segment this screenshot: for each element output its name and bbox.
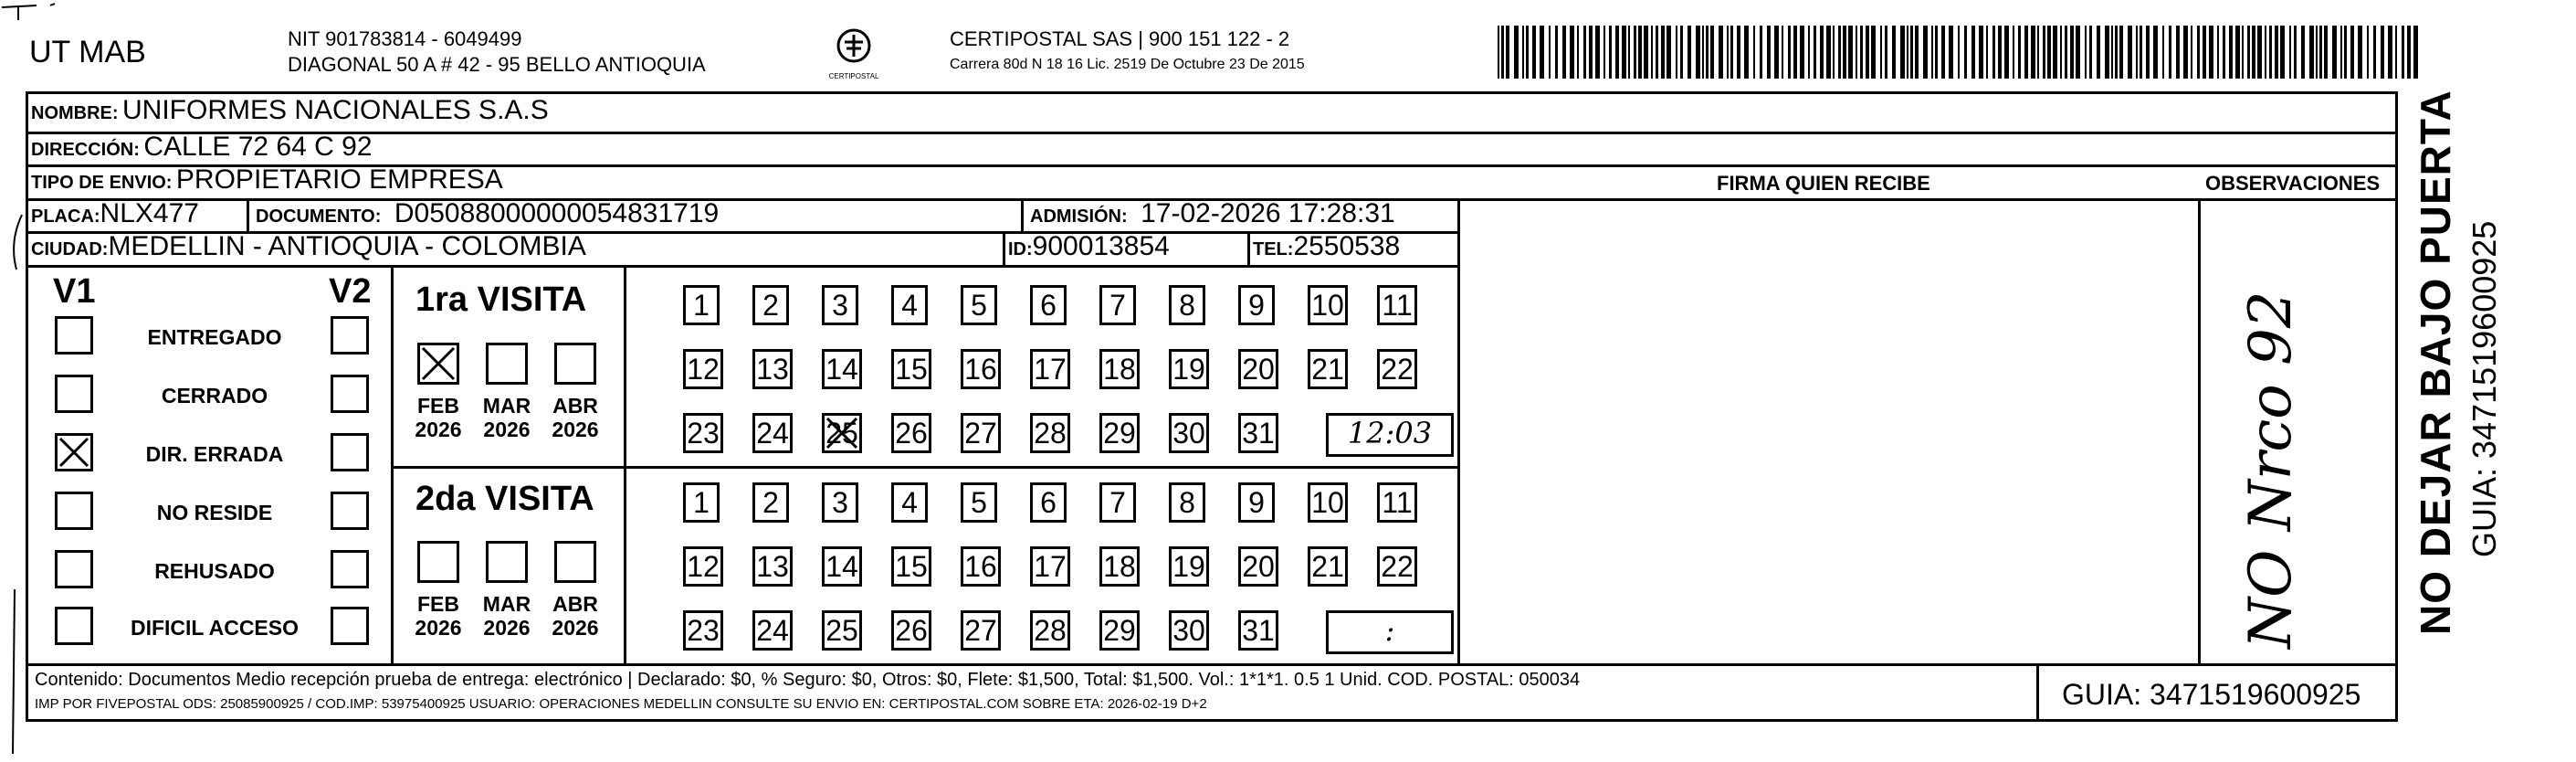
observations-note: NO Nrco 92: [2237, 291, 2305, 649]
day-box[interactable]: 6: [1030, 285, 1067, 325]
v1-checkbox[interactable]: [55, 375, 93, 413]
day-box[interactable]: 25: [822, 610, 862, 651]
barcode-bar: [1910, 26, 1913, 79]
time-field[interactable]: :: [1326, 610, 1454, 654]
barcode-bar: [2119, 26, 2123, 79]
barcode-bar: [2247, 26, 2250, 79]
day-box[interactable]: 15: [891, 349, 931, 389]
status-option-label: DIR. ERRADA: [145, 442, 284, 466]
day-box[interactable]: 21: [1308, 546, 1348, 587]
carrier-name: CERTIPOSTAL SAS | 900 151 122 - 2: [950, 27, 1290, 50]
barcode-bar: [1833, 26, 1835, 79]
day-box[interactable]: 7: [1099, 285, 1136, 325]
barcode-bar: [1638, 26, 1642, 79]
day-box[interactable]: 29: [1099, 610, 1140, 651]
barcode-bar: [2053, 26, 2057, 79]
barcode-bar: [2316, 26, 2318, 79]
admission-value: 17-02-2026 17:28:31: [1141, 198, 1395, 228]
barcode-bar: [2191, 26, 2192, 79]
barcode-bar: [1826, 26, 1831, 79]
carrier-address: Carrera 80d N 18 16 Lic. 2519 De Octubre 23 De 2015: [950, 57, 1305, 72]
barcode-bar: [1680, 26, 1683, 79]
barcode-bar: [1880, 26, 1882, 79]
id-value: 900013854: [1032, 231, 1170, 261]
barcode-bar: [2242, 26, 2244, 79]
barcode-bar: [2111, 26, 2113, 79]
day-box[interactable]: 15: [891, 546, 931, 587]
barcode-bar: [1866, 26, 1869, 79]
barcode-bar: [2065, 26, 2067, 79]
day-box[interactable]: 25: [822, 413, 862, 453]
day-box[interactable]: 26: [891, 610, 931, 651]
barcode-bar: [2115, 26, 2118, 79]
day-box[interactable]: 12: [683, 546, 723, 587]
barcode-bar: [1900, 26, 1905, 79]
barcode-bar: [1992, 26, 1995, 79]
barcode-bar: [1885, 26, 1887, 79]
barcode-bar: [1562, 26, 1566, 79]
barcode-bar: [1651, 26, 1653, 79]
barcode-bar: [1986, 26, 1988, 79]
side-guia: GUIA: 3471519600925: [2466, 220, 2503, 557]
day-box[interactable]: 6: [1030, 482, 1067, 523]
row-divider: [26, 663, 2398, 666]
barcode-bar: [2070, 26, 2074, 79]
barcode-bar: [2146, 26, 2150, 79]
v1-checkbox[interactable]: [55, 316, 93, 355]
id-label: ID:: [1008, 239, 1033, 259]
handwritten-x-mark: [57, 435, 91, 470]
barcode-bar: [2402, 26, 2404, 79]
day-box[interactable]: 10: [1308, 285, 1348, 325]
day-box[interactable]: 19: [1169, 349, 1209, 389]
barcode-bar: [2209, 26, 2213, 79]
day-box[interactable]: 7: [1099, 482, 1136, 523]
barcode-bar: [2252, 26, 2255, 79]
sender-nit: NIT 901783814 - 6049499: [288, 27, 522, 50]
day-box[interactable]: 3: [822, 482, 858, 523]
barcode-bar: [2217, 26, 2219, 79]
day-box[interactable]: 11: [1377, 482, 1417, 523]
barcode-bar: [1843, 26, 1846, 79]
v1-checkbox[interactable]: [55, 607, 93, 645]
barcode-bar: [1710, 26, 1714, 79]
barcode-bar: [1892, 26, 1896, 79]
barcode-bar: [2280, 26, 2285, 79]
barcode-bar: [2162, 26, 2164, 79]
col-divider: [1457, 198, 1460, 663]
day-box[interactable]: 12: [683, 349, 723, 389]
month-label: FEB 2026: [415, 592, 462, 640]
barcode-bar: [2223, 26, 2225, 79]
barcode-bar: [1656, 26, 1658, 79]
month-checkbox[interactable]: [554, 343, 596, 385]
day-box[interactable]: 11: [1377, 285, 1417, 325]
day-box[interactable]: 1: [683, 285, 720, 325]
v1-checkbox[interactable]: [55, 492, 93, 530]
day-box[interactable]: 20: [1238, 546, 1278, 587]
barcode-bar: [2076, 26, 2080, 79]
barcode-bar: [2203, 26, 2206, 79]
barcode-bar: [1577, 26, 1579, 79]
v2-label: V2: [329, 272, 372, 311]
day-box[interactable]: 19: [1169, 546, 1209, 587]
barcode-bar: [1907, 26, 1908, 79]
barcode-bar: [2388, 26, 2392, 79]
certipostal-logo: CERTIPOSTAL: [826, 26, 881, 82]
day-box[interactable]: 20: [1238, 349, 1278, 389]
barcode-bar: [1753, 26, 1755, 79]
barcode-bar: [2097, 26, 2100, 79]
barcode-bar: [2153, 26, 2158, 79]
barcode-bar: [1498, 26, 1499, 79]
barcode-bar: [1958, 26, 1960, 79]
recipient-address: CALLE 72 64 C 92: [143, 132, 373, 162]
barcode-bar: [1555, 26, 1558, 79]
barcode-bar: [2136, 26, 2138, 79]
month-checkbox[interactable]: [486, 541, 528, 583]
month-label: MAR 2026: [482, 394, 531, 441]
barcode-bar: [1744, 26, 1749, 79]
city-label: CIUDAD:: [31, 239, 109, 259]
day-box[interactable]: 1: [683, 482, 720, 523]
day-box[interactable]: 9: [1238, 285, 1275, 325]
barcode-bar: [1964, 26, 1967, 79]
barcode-bar: [1856, 26, 1857, 79]
day-box[interactable]: 23: [683, 610, 723, 651]
barcode-bar: [1514, 26, 1519, 79]
barcode-bar: [2043, 26, 2045, 79]
barcode-bar: [1793, 26, 1797, 79]
signature-label: FIRMA QUIEN RECIBE: [1717, 172, 1930, 195]
barcode-bar: [1501, 26, 1504, 79]
status-option-label: ENTREGADO: [147, 325, 282, 349]
city-value: MEDELLIN - ANTIOQUIA - COLOMBIA: [108, 231, 586, 261]
tel-label: TEL:: [1253, 239, 1294, 259]
plate-value: NLX477: [100, 198, 199, 228]
barcode-bar: [1522, 26, 1524, 79]
day-box[interactable]: 26: [891, 413, 931, 453]
day-box[interactable]: 14: [822, 546, 862, 587]
send-type: PROPIETARIO EMPRESA: [175, 164, 503, 195]
barcode-bar: [2324, 26, 2328, 79]
v2-checkbox[interactable]: [331, 550, 369, 588]
barcode-bar: [2289, 26, 2291, 79]
footer-guia: GUIA: 3471519600925: [2062, 678, 2361, 711]
barcode-bar: [1730, 26, 1733, 79]
barcode-bar: [1774, 26, 1779, 79]
day-box[interactable]: 31: [1238, 610, 1278, 651]
barcode-bar: [2294, 26, 2297, 79]
barcode-bar: [1540, 26, 1544, 79]
barcode-bar: [2024, 26, 2028, 79]
day-box[interactable]: 8: [1169, 285, 1205, 325]
barcode-bar: [1727, 26, 1729, 79]
day-box[interactable]: 5: [961, 482, 997, 523]
day-box[interactable]: 16: [961, 349, 1001, 389]
barcode-bar: [2235, 26, 2240, 79]
barcode-bar: [1609, 26, 1612, 79]
no-dejar-warning: NO DEJAR BAJO PUERTA: [2412, 90, 2459, 635]
day-box[interactable]: 13: [752, 349, 793, 389]
month-checkbox[interactable]: [554, 541, 596, 583]
day-box[interactable]: 21: [1308, 349, 1348, 389]
barcode-bar: [2373, 26, 2376, 79]
document-label: DOCUMENTO:: [256, 206, 382, 227]
day-box[interactable]: 5: [961, 285, 997, 325]
day-box[interactable]: 29: [1099, 413, 1140, 453]
v2-checkbox[interactable]: [331, 316, 369, 355]
barcode-bar: [2350, 26, 2354, 79]
status-option-label: REHUSADO: [154, 559, 275, 583]
barcode-bar: [1848, 26, 1853, 79]
day-box[interactable]: 14: [822, 349, 862, 389]
day-box[interactable]: 18: [1099, 546, 1140, 587]
barcode-bar: [1696, 26, 1700, 79]
row-divider: [26, 132, 2398, 134]
time-field[interactable]: 12:03: [1326, 413, 1454, 457]
day-box[interactable]: 28: [1030, 610, 1070, 651]
barcode-bar: [1760, 26, 1762, 79]
barcode-bar: [2344, 26, 2347, 79]
tel-value: 2550538: [1293, 231, 1401, 261]
v1-checkbox[interactable]: [55, 550, 93, 588]
barcode-bar: [1800, 26, 1804, 79]
day-box[interactable]: 24: [752, 413, 793, 453]
barcode-bar: [1634, 26, 1636, 79]
barcode-bar: [1814, 26, 1816, 79]
barcode-bar: [1998, 26, 2002, 79]
barcode-bar: [2060, 26, 2062, 79]
barcode-bar: [1979, 26, 1983, 79]
barcode-bar: [2358, 26, 2362, 79]
barcode-bar: [1949, 26, 1953, 79]
barcode-bar: [2031, 26, 2035, 79]
visit1-title: 1ra VISITA: [415, 280, 587, 319]
barcode-bar: [1628, 26, 1630, 79]
day-box[interactable]: 22: [1377, 349, 1417, 389]
day-box[interactable]: 10: [1308, 482, 1348, 523]
barcode-bar: [2128, 26, 2132, 79]
barcode-bar: [1661, 26, 1665, 79]
row-divider: [26, 265, 1459, 268]
barcode-bar: [2089, 26, 2092, 79]
plate-label: PLACA:: [31, 206, 100, 227]
day-box[interactable]: 30: [1169, 610, 1209, 651]
day-box[interactable]: 27: [961, 413, 1001, 453]
barcode-bar: [2269, 26, 2272, 79]
admission-label: ADMISIÓN:: [1030, 206, 1128, 227]
barcode-bar: [1570, 26, 1574, 79]
barcode-bar: [1589, 26, 1593, 79]
day-box[interactable]: 3: [822, 285, 858, 325]
barcode-bar: [1603, 26, 1605, 79]
barcode-bar: [1971, 26, 1975, 79]
day-box[interactable]: 17: [1030, 546, 1070, 587]
day-box[interactable]: 2: [752, 482, 789, 523]
barcode-bar: [1782, 26, 1783, 79]
day-box[interactable]: 9: [1238, 482, 1275, 523]
barcode-bar: [2407, 26, 2411, 79]
month-label: ABR 2026: [552, 394, 599, 441]
barcode-bar: [1644, 26, 1648, 79]
recipient-name: UNIFORMES NACIONALES S.A.S: [122, 95, 549, 125]
barcode-bar: [1667, 26, 1671, 79]
sender-address: DIAGONAL 50 A # 42 - 95 BELLO ANTIOQUIA: [288, 53, 706, 76]
month-label: FEB 2026: [415, 394, 462, 441]
barcode-bar: [2381, 26, 2384, 79]
barcode-bar: [1871, 26, 1876, 79]
day-box[interactable]: 24: [752, 610, 793, 651]
day-box[interactable]: 28: [1030, 413, 1070, 453]
day-box[interactable]: 31: [1238, 413, 1278, 453]
barcode-bar: [2309, 26, 2314, 79]
barcode-bar: [2047, 26, 2051, 79]
barcode-bar: [2265, 26, 2266, 79]
day-box[interactable]: 30: [1169, 413, 1209, 453]
day-box[interactable]: 22: [1377, 546, 1417, 587]
day-box[interactable]: 4: [891, 285, 928, 325]
print-info: IMP POR FIVEPOSTAL ODS: 25085900925 / COD.IMP: 53975400925 USUARIO: OPERACIONES MEDELLIN CONSULTE SU ENVIO EN: CERTIPOSTAL.COM SOBRE ETA: 2026-02-19 D+2: [35, 696, 1207, 712]
barcode-bar: [1706, 26, 1709, 79]
day-box[interactable]: 2: [752, 285, 789, 325]
barcode-bar: [2301, 26, 2305, 79]
barcode-bar: [2105, 26, 2109, 79]
document-value: D05088000000054831719: [394, 198, 720, 228]
barcode-bar: [2413, 26, 2418, 79]
v2-checkbox[interactable]: [331, 607, 369, 645]
day-box[interactable]: 17: [1030, 349, 1070, 389]
visit2-title: 2da VISITA: [415, 480, 594, 518]
barcode-bar: [2229, 26, 2233, 79]
barcode-bar: [2197, 26, 2200, 79]
barcode-bar: [1820, 26, 1824, 79]
day-box[interactable]: 13: [752, 546, 793, 587]
barcode-bar: [1622, 26, 1626, 79]
barcode-bar: [1506, 26, 1509, 79]
barcode-bar: [1702, 26, 1704, 79]
barcode-bar: [2018, 26, 2021, 79]
barcode-bar: [1676, 26, 1677, 79]
barcode-bar: [2340, 26, 2342, 79]
barcode-bar: [1526, 26, 1529, 79]
barcode-bar: [1615, 26, 1619, 79]
handwritten-x-mark: [824, 415, 860, 451]
barcode-bar: [2176, 26, 2180, 79]
barcode-bar: [1767, 26, 1771, 79]
barcode-bar: [1935, 26, 1938, 79]
v1-label: V1: [53, 272, 96, 311]
barcode-bar: [1838, 26, 1841, 79]
barcode-bar: [2183, 26, 2188, 79]
barcode-bar: [1549, 26, 1551, 79]
barcode-bar: [1788, 26, 1791, 79]
barcode: [1498, 26, 2420, 80]
barcode-bar: [2037, 26, 2039, 79]
barcode-bar: [2367, 26, 2369, 79]
v2-checkbox[interactable]: [331, 492, 369, 530]
v2-checkbox[interactable]: [331, 375, 369, 413]
day-box[interactable]: 27: [961, 610, 1001, 651]
barcode-bar: [1941, 26, 1945, 79]
sender-name: UT MAB: [29, 35, 146, 69]
address-label: DIRECCIÓN:: [31, 140, 140, 160]
day-box[interactable]: 23: [683, 413, 723, 453]
barcode-bar: [1931, 26, 1933, 79]
barcode-bar: [1595, 26, 1600, 79]
status-option-label: NO RESIDE: [156, 501, 273, 524]
status-option-label: CERRADO: [161, 384, 268, 407]
month-label: ABR 2026: [552, 592, 599, 640]
barcode-bar: [2085, 26, 2087, 79]
day-box[interactable]: 4: [891, 482, 928, 523]
barcode-bar: [2332, 26, 2337, 79]
barcode-bar: [1915, 26, 1919, 79]
barcode-bar: [2275, 26, 2278, 79]
barcode-bar: [1860, 26, 1863, 79]
day-box[interactable]: 8: [1169, 482, 1205, 523]
day-box[interactable]: 18: [1099, 349, 1140, 389]
barcode-bar: [2169, 26, 2171, 79]
barcode-bar: [1719, 26, 1723, 79]
month-checkbox[interactable]: [417, 541, 459, 583]
barcode-bar: [1583, 26, 1586, 79]
observations-label: OBSERVACIONES: [2205, 172, 2381, 195]
status-option-label: DIFICIL ACCESO: [130, 616, 299, 640]
barcode-bar: [2013, 26, 2014, 79]
month-label: MAR 2026: [482, 592, 531, 640]
day-box[interactable]: 16: [961, 546, 1001, 587]
barcode-bar: [2004, 26, 2009, 79]
barcode-bar: [2395, 26, 2397, 79]
stray-mark: [0, 0, 73, 27]
v2-checkbox[interactable]: [331, 433, 369, 471]
barcode-bar: [1737, 26, 1740, 79]
barcode-bar: [2319, 26, 2322, 79]
month-checkbox[interactable]: [486, 343, 528, 385]
content-summary: Contenido: Documentos Medio recepción prueba de entrega: electrónico | Declarado: $0, % Seguro: $0, Otros: $0, Flete: $1,500, Total: $1,500. Vol.: 1*1*1. 0.5 1 Unid. COD. POSTAL: 050034: [35, 670, 1581, 690]
barcode-bar: [1923, 26, 1928, 79]
barcode-bar: [1532, 26, 1536, 79]
barcode-bar: [2257, 26, 2262, 79]
handwritten-x-mark: [419, 344, 457, 383]
barcode-bar: [1808, 26, 1810, 79]
barcode-bar: [2140, 26, 2142, 79]
send-type-label: TIPO DE ENVIO:: [31, 173, 173, 193]
name-label: NOMBRE:: [31, 103, 119, 123]
barcode-bar: [1688, 26, 1691, 79]
